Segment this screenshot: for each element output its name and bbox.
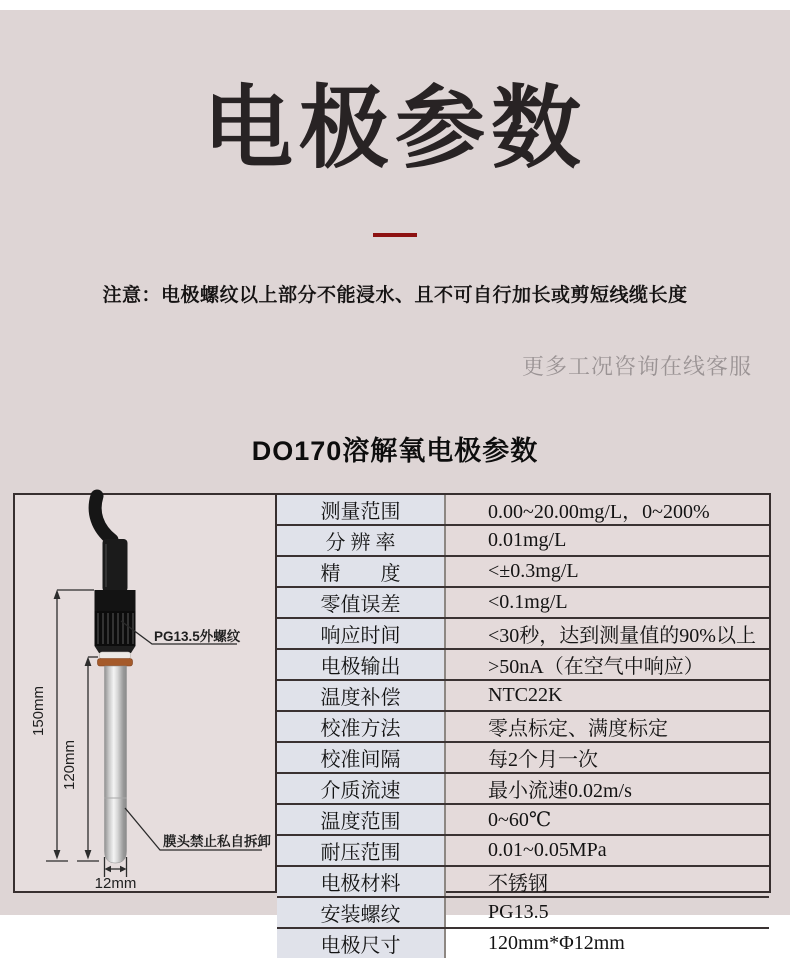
spec-row — [277, 495, 769, 526]
section-heading: DO170溶解氧电极参数 — [251, 436, 539, 466]
spec-value: NTC22K — [488, 684, 563, 706]
spec-label: 温度补偿 — [277, 681, 446, 710]
cable — [95, 496, 112, 540]
spec-value: >50nA（在空气中响应） — [488, 656, 704, 678]
electrode-diagram — [15, 495, 273, 891]
spec-label: 精 度 — [277, 557, 446, 586]
spec-label: 温度范围 — [277, 805, 446, 834]
spec-value: PG13.5 — [488, 901, 549, 923]
connector-body — [95, 590, 136, 611]
spec-row — [277, 650, 769, 681]
membrane-callout-label: 膜头禁止私自拆卸 — [163, 834, 271, 849]
spec-label: 电极尺寸 — [277, 929, 446, 958]
spec-rows — [277, 495, 769, 957]
spec-row — [277, 774, 769, 805]
spec-value: 不锈钢 — [488, 873, 548, 895]
notice-text: 注意：电极螺纹以上部分不能浸水、且不可自行加长或剪短线缆长度 — [102, 285, 688, 306]
spec-value: 120mm*Φ12mm — [488, 932, 625, 954]
title-underline — [373, 233, 417, 237]
spec-label: 安装螺纹 — [277, 898, 446, 927]
dimension-120 — [77, 657, 99, 862]
electrode-photo — [95, 496, 136, 863]
spec-value: <0.1mg/L — [488, 591, 568, 613]
spec-label: 介质流速 — [277, 774, 446, 803]
spec-row — [277, 836, 769, 867]
spec-value: 0~60℃ — [488, 809, 552, 831]
spec-table — [13, 493, 771, 957]
consult-text: 更多工况咨询在线客服 — [521, 354, 752, 379]
spec-label: 零值误差 — [277, 588, 446, 617]
spec-label: 电极材料 — [277, 867, 446, 896]
spec-value: <±0.3mg/L — [488, 560, 579, 582]
spec-row — [277, 526, 769, 557]
spec-label: 耐压范围 — [277, 836, 446, 865]
spec-label: 分 辨 率 — [277, 526, 446, 555]
spec-row — [277, 867, 769, 898]
spec-row — [277, 588, 769, 619]
spec-value: 0.00~20.00mg/L，0~200% — [488, 501, 710, 523]
dimension-150 — [46, 590, 94, 862]
steel-shaft — [105, 666, 127, 863]
spec-row — [277, 743, 769, 774]
washer-ring — [98, 659, 133, 667]
spec-value: 最小流速0.02m/s — [488, 780, 632, 802]
page-title: 电极参数 — [203, 79, 587, 179]
electrode-diagram-cell — [15, 495, 277, 891]
spec-value: 0.01mg/L — [488, 529, 567, 551]
spec-row — [277, 557, 769, 588]
spec-label: 测量范围 — [277, 495, 446, 524]
white-ring — [100, 652, 131, 659]
spec-label: 响应时间 — [277, 619, 446, 648]
spec-label: 校准方法 — [277, 712, 446, 741]
spec-value: <30秒，达到测量值的90%以上 — [488, 625, 756, 647]
thread-callout-label: PG13.5外螺纹 — [154, 629, 241, 644]
spec-row — [277, 929, 769, 958]
spec-row — [277, 619, 769, 650]
spec-label: 校准间隔 — [277, 743, 446, 772]
dimension-150-label: 150mm — [30, 685, 47, 737]
dimension-120-label: 120mm — [61, 739, 78, 791]
dimension-12-label: 12mm — [94, 875, 137, 892]
spec-row — [277, 681, 769, 712]
spec-row — [277, 805, 769, 836]
thread-section — [95, 611, 136, 646]
spec-label: 电极输出 — [277, 650, 446, 679]
spec-value: 0.01~0.05MPa — [488, 839, 607, 861]
top-white-strip — [0, 0, 790, 10]
spec-value: 零点标定、满度标定 — [488, 718, 668, 740]
spec-row — [277, 898, 769, 929]
spec-value: 每2个月一次 — [488, 749, 598, 771]
spec-row — [277, 712, 769, 743]
